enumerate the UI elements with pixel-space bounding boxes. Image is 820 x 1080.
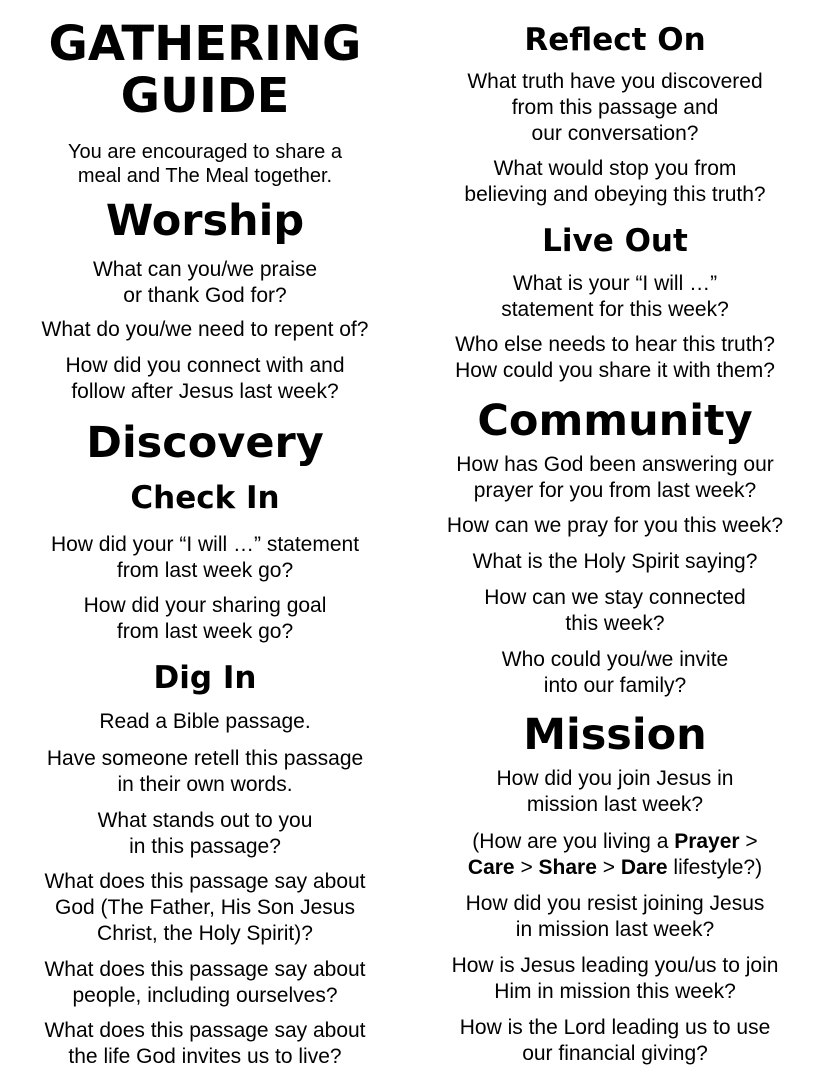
section-heading: Mission (523, 710, 707, 760)
live-out-question (410, 271, 820, 323)
subsection-heading: Reflect On (524, 22, 706, 58)
subsection-heading: Check In (130, 480, 280, 516)
question-line: Him in mission this week? (494, 980, 736, 1003)
section-heading: Worship (105, 196, 305, 246)
dare-emphasis: Dare (620, 856, 668, 879)
live-out-heading (410, 223, 820, 259)
dig-in-question (0, 709, 410, 735)
text-span: > (596, 856, 621, 879)
check-in-question (0, 593, 410, 645)
question-line: How can we stay connected (484, 586, 746, 609)
question-line: our financial giving? (522, 1042, 708, 1065)
question-line: follow after Jesus last week? (71, 380, 339, 403)
care-emphasis: Care (467, 856, 515, 879)
question-line: in mission last week? (515, 918, 715, 941)
page-title (0, 18, 410, 122)
text-span: lifestyle?) (667, 856, 763, 879)
dig-in-question (0, 957, 410, 1009)
question-line: statement for this week? (501, 298, 729, 321)
question-line: What do you/we need to repent of? (41, 318, 369, 341)
question-line: Who could you/we invite (501, 648, 729, 671)
community-question (410, 549, 820, 575)
question-line: How could you share it with them? (455, 359, 775, 382)
question-line: Have someone retell this passage (46, 747, 364, 770)
dig-in-question (0, 808, 410, 860)
mission-question (410, 891, 820, 943)
question-line: God (The Father, His Son Jesus (55, 896, 355, 919)
question-line: How did your “I will …” statement (50, 533, 360, 556)
question-line: How did your sharing goal (83, 594, 327, 617)
community-question (410, 513, 820, 539)
check-in-question (0, 532, 410, 584)
check-in-heading (0, 480, 410, 516)
mission-question (410, 953, 820, 1005)
question-line: prayer for you from last week? (473, 479, 757, 502)
intro-text (0, 140, 410, 188)
worship-question (0, 353, 410, 405)
question-line: What does this passage say about (44, 958, 366, 981)
mission-question (410, 1015, 820, 1067)
question-line: from last week go? (116, 559, 294, 582)
question-line: Read a Bible passage. (99, 710, 311, 733)
question-line: What does this passage say about (44, 870, 366, 893)
text-span: > (739, 830, 758, 853)
question-line: in this passage? (129, 835, 281, 858)
section-heading: Discovery (86, 418, 324, 468)
question-line: or thank God for? (123, 284, 287, 307)
mission-heading (410, 712, 820, 758)
live-out-question (410, 332, 820, 384)
mission-lifestyle-question (410, 829, 820, 881)
question-line: What is the Holy Spirit saying? (472, 550, 758, 573)
subsection-heading: Live Out (542, 223, 688, 259)
community-question (410, 647, 820, 699)
question-line: our conversation? (531, 122, 699, 145)
question-line: How is the Lord leading us to use (459, 1016, 771, 1039)
question-line: How did you connect with and (65, 354, 345, 377)
question-line: What would stop you from (493, 157, 737, 180)
text-span: (How are you living a (472, 830, 675, 853)
question-line (410, 855, 820, 881)
reflect-on-question (410, 69, 820, 147)
question-line: What can you/we praise (92, 258, 318, 281)
question-line: How did you resist joining Jesus (465, 892, 765, 915)
question-line: this week? (565, 612, 665, 635)
dig-in-question (0, 869, 410, 947)
question-line: from this passage and (511, 96, 719, 119)
title-line-1: GATHERING (48, 16, 362, 72)
question-line: in their own words. (117, 773, 293, 796)
section-heading: Community (477, 396, 753, 446)
question-line: What does this passage say about (44, 1019, 366, 1042)
worship-heading (0, 198, 410, 244)
intro-line: You are encouraged to share a (68, 141, 342, 163)
question-line: What stands out to you (97, 809, 313, 832)
text-span: > (514, 856, 539, 879)
title-line-2: GUIDE (120, 68, 290, 124)
question-line: Who else needs to hear this truth? (455, 333, 775, 356)
question-line: the life God invites us to live? (68, 1045, 342, 1068)
dig-in-heading (0, 660, 410, 696)
community-question (410, 585, 820, 637)
question-line: How is Jesus leading you/us to join (451, 954, 779, 977)
discovery-heading (0, 420, 410, 466)
question-line: What is your “I will …” (512, 272, 718, 295)
question-line: How did you join Jesus in (496, 767, 734, 790)
question-line: from last week go? (116, 620, 294, 643)
dig-in-question (0, 746, 410, 798)
intro-line: meal and The Meal together. (77, 165, 333, 187)
prayer-emphasis: Prayer (674, 830, 740, 853)
question-line: believing and obeying this truth? (464, 183, 766, 206)
community-question (410, 452, 820, 504)
mission-question (410, 766, 820, 818)
question-line: mission last week? (526, 793, 704, 816)
question-line: What truth have you discovered (467, 70, 763, 93)
question-line: How can we pray for you this week? (446, 514, 784, 537)
dig-in-question (0, 1018, 410, 1070)
worship-question (0, 317, 410, 343)
question-line: people, including ourselves? (72, 984, 338, 1007)
question-line (410, 829, 820, 855)
worship-question (0, 257, 410, 309)
community-heading (410, 398, 820, 444)
question-line: into our family? (543, 674, 687, 697)
share-emphasis: Share (538, 856, 597, 879)
subsection-heading: Dig In (153, 660, 257, 696)
reflect-on-heading (410, 22, 820, 58)
question-line: Christ, the Holy Spirit)? (97, 922, 313, 945)
reflect-on-question (410, 156, 820, 208)
question-line: How has God been answering our (456, 453, 774, 476)
